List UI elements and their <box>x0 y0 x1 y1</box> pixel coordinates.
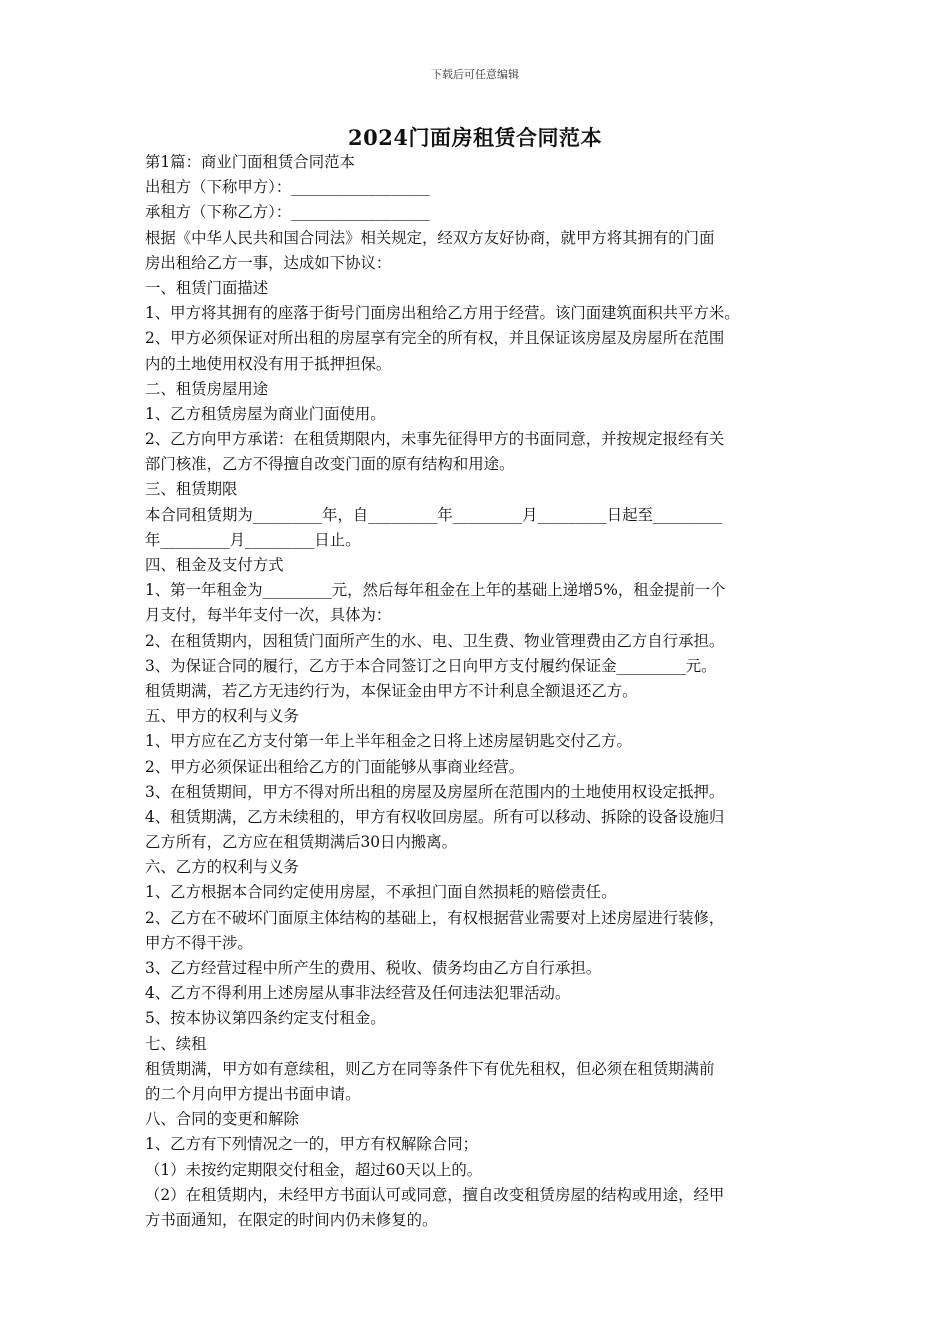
paragraph-line: 2、乙方向甲方承诺：在租赁期限内，未事先征得甲方的书面同意，并按规定报经有关 <box>145 430 725 449</box>
paragraph-line: 3、在租赁期间，甲方不得对所出租的房屋及房屋所在范围内的土地使用权设定抵押。 <box>145 782 725 801</box>
paragraph-line: 根据《中华人民共和国合同法》相关规定，经双方友好协商，就甲方将其拥有的门面 <box>145 228 715 247</box>
paragraph-line: 的二个月向甲方提出书面申请。 <box>145 1084 361 1103</box>
paragraph-line: 出租方（下称甲方）：__________________ <box>145 178 430 197</box>
paragraph-line: 2、甲方必须保证出租给乙方的门面能够从事商业经营。 <box>145 757 525 776</box>
paragraph-line: 二、租赁房屋用途 <box>145 379 269 398</box>
paragraph-line: 租赁期满，甲方如有意续租，则乙方在同等条件下有优先租权，但必须在租赁期满前 <box>145 1059 715 1078</box>
paragraph-line: 年_________月_________日止。 <box>145 530 361 549</box>
paragraph-line: （2）在租赁期内，未经甲方书面认可或同意，擅自改变租赁房屋的结构或用途，经甲 <box>145 1185 725 1204</box>
paragraph-line: 1、甲方将其拥有的座落于街号门面房出租给乙方用于经营。该门面建筑面积共平方米。 <box>145 304 740 323</box>
paragraph-line: 七、续租 <box>145 1034 207 1053</box>
paragraph-line: 部门核准，乙方不得擅自改变门面的原有结构和用途。 <box>145 455 515 474</box>
paragraph-line: 乙方所有，乙方应在租赁期满后30日内搬离。 <box>145 833 458 852</box>
document-title: 2024门面房租赁合同范本 <box>348 125 602 150</box>
paragraph-line: 本合同租赁期为_________年，自_________年_________月_________日起至_________ <box>145 505 723 524</box>
paragraph-line: 4、租赁期满，乙方未续租的，甲方有权收回房屋。所有可以移动、拆除的设备设施归 <box>145 807 725 826</box>
paragraph-line: （1）未按约定期限交付租金，超过60天以上的。 <box>145 1160 483 1179</box>
paragraph-line: 1、第一年租金为_________元，然后每年租金在上年的基础上递增5%，租金提前一个 <box>145 581 726 600</box>
paragraph-line: 甲方不得干涉。 <box>145 933 253 952</box>
paragraph-line: 1、乙方有下列情况之一的，甲方有权解除合同； <box>145 1135 478 1154</box>
paragraph-line: 2、在租赁期内，因租赁门面所产生的水、电、卫生费、物业管理费由乙方自行承担。 <box>145 631 725 650</box>
paragraph-line: 5、按本协议第四条约定支付租金。 <box>145 1009 386 1028</box>
paragraph-line: 六、乙方的权利与义务 <box>145 858 299 877</box>
paragraph-line: 3、为保证合同的履行，乙方于本合同签订之日向甲方支付履约保证金_________元。 <box>145 656 717 675</box>
paragraph-line: 4、乙方不得利用上述房屋从事非法经营及任何违法犯罪活动。 <box>145 984 571 1003</box>
paragraph-line: 方书面通知，在限定的时间内仍未修复的。 <box>145 1210 438 1229</box>
paragraph-line: 2、乙方在不破坏门面原主体结构的基础上，有权根据营业需要对上述房屋进行装修， <box>145 908 725 927</box>
paragraph-line: 1、甲方应在乙方支付第一年上半年租金之日将上述房屋钥匙交付乙方。 <box>145 732 632 751</box>
paragraph-line: 1、乙方根据本合同约定使用房屋，不承担门面自然损耗的赔偿责任。 <box>145 883 617 902</box>
document-body <box>145 150 810 1233</box>
paragraph-line: 2、甲方必须保证对所出租的房屋享有完全的所有权，并且保证该房屋及房屋所在范围 <box>145 329 725 348</box>
paragraph-line: 第1篇：商业门面租赁合同范本 <box>145 153 355 171</box>
paragraph-line: 房出租给乙方一事，达成如下协议： <box>145 253 392 272</box>
paragraph-line: 一、租赁门面描述 <box>145 278 269 297</box>
paragraph-line: 租赁期满，若乙方无违约行为，本保证金由甲方不计利息全额退还乙方。 <box>145 681 638 700</box>
paragraph-line: 3、乙方经营过程中所产生的费用、税收、债务均由乙方自行承担。 <box>145 959 602 977</box>
paragraph-line: 1、乙方租赁房屋为商业门面使用。 <box>145 404 386 423</box>
header-note: 下载后可任意编辑 <box>431 68 519 81</box>
paragraph-line: 内的土地使用权没有用于抵押担保。 <box>145 354 392 373</box>
paragraph-line: 三、租赁期限 <box>145 480 238 499</box>
paragraph-line: 承租方（下称乙方）：__________________ <box>145 203 430 222</box>
paragraph-line: 四、租金及支付方式 <box>145 556 284 574</box>
paragraph-line: 月支付，每半年支付一次，具体为： <box>145 606 392 625</box>
paragraph-line: 五、甲方的权利与义务 <box>145 707 299 726</box>
paragraph-line: 八、合同的变更和解除 <box>145 1110 299 1129</box>
